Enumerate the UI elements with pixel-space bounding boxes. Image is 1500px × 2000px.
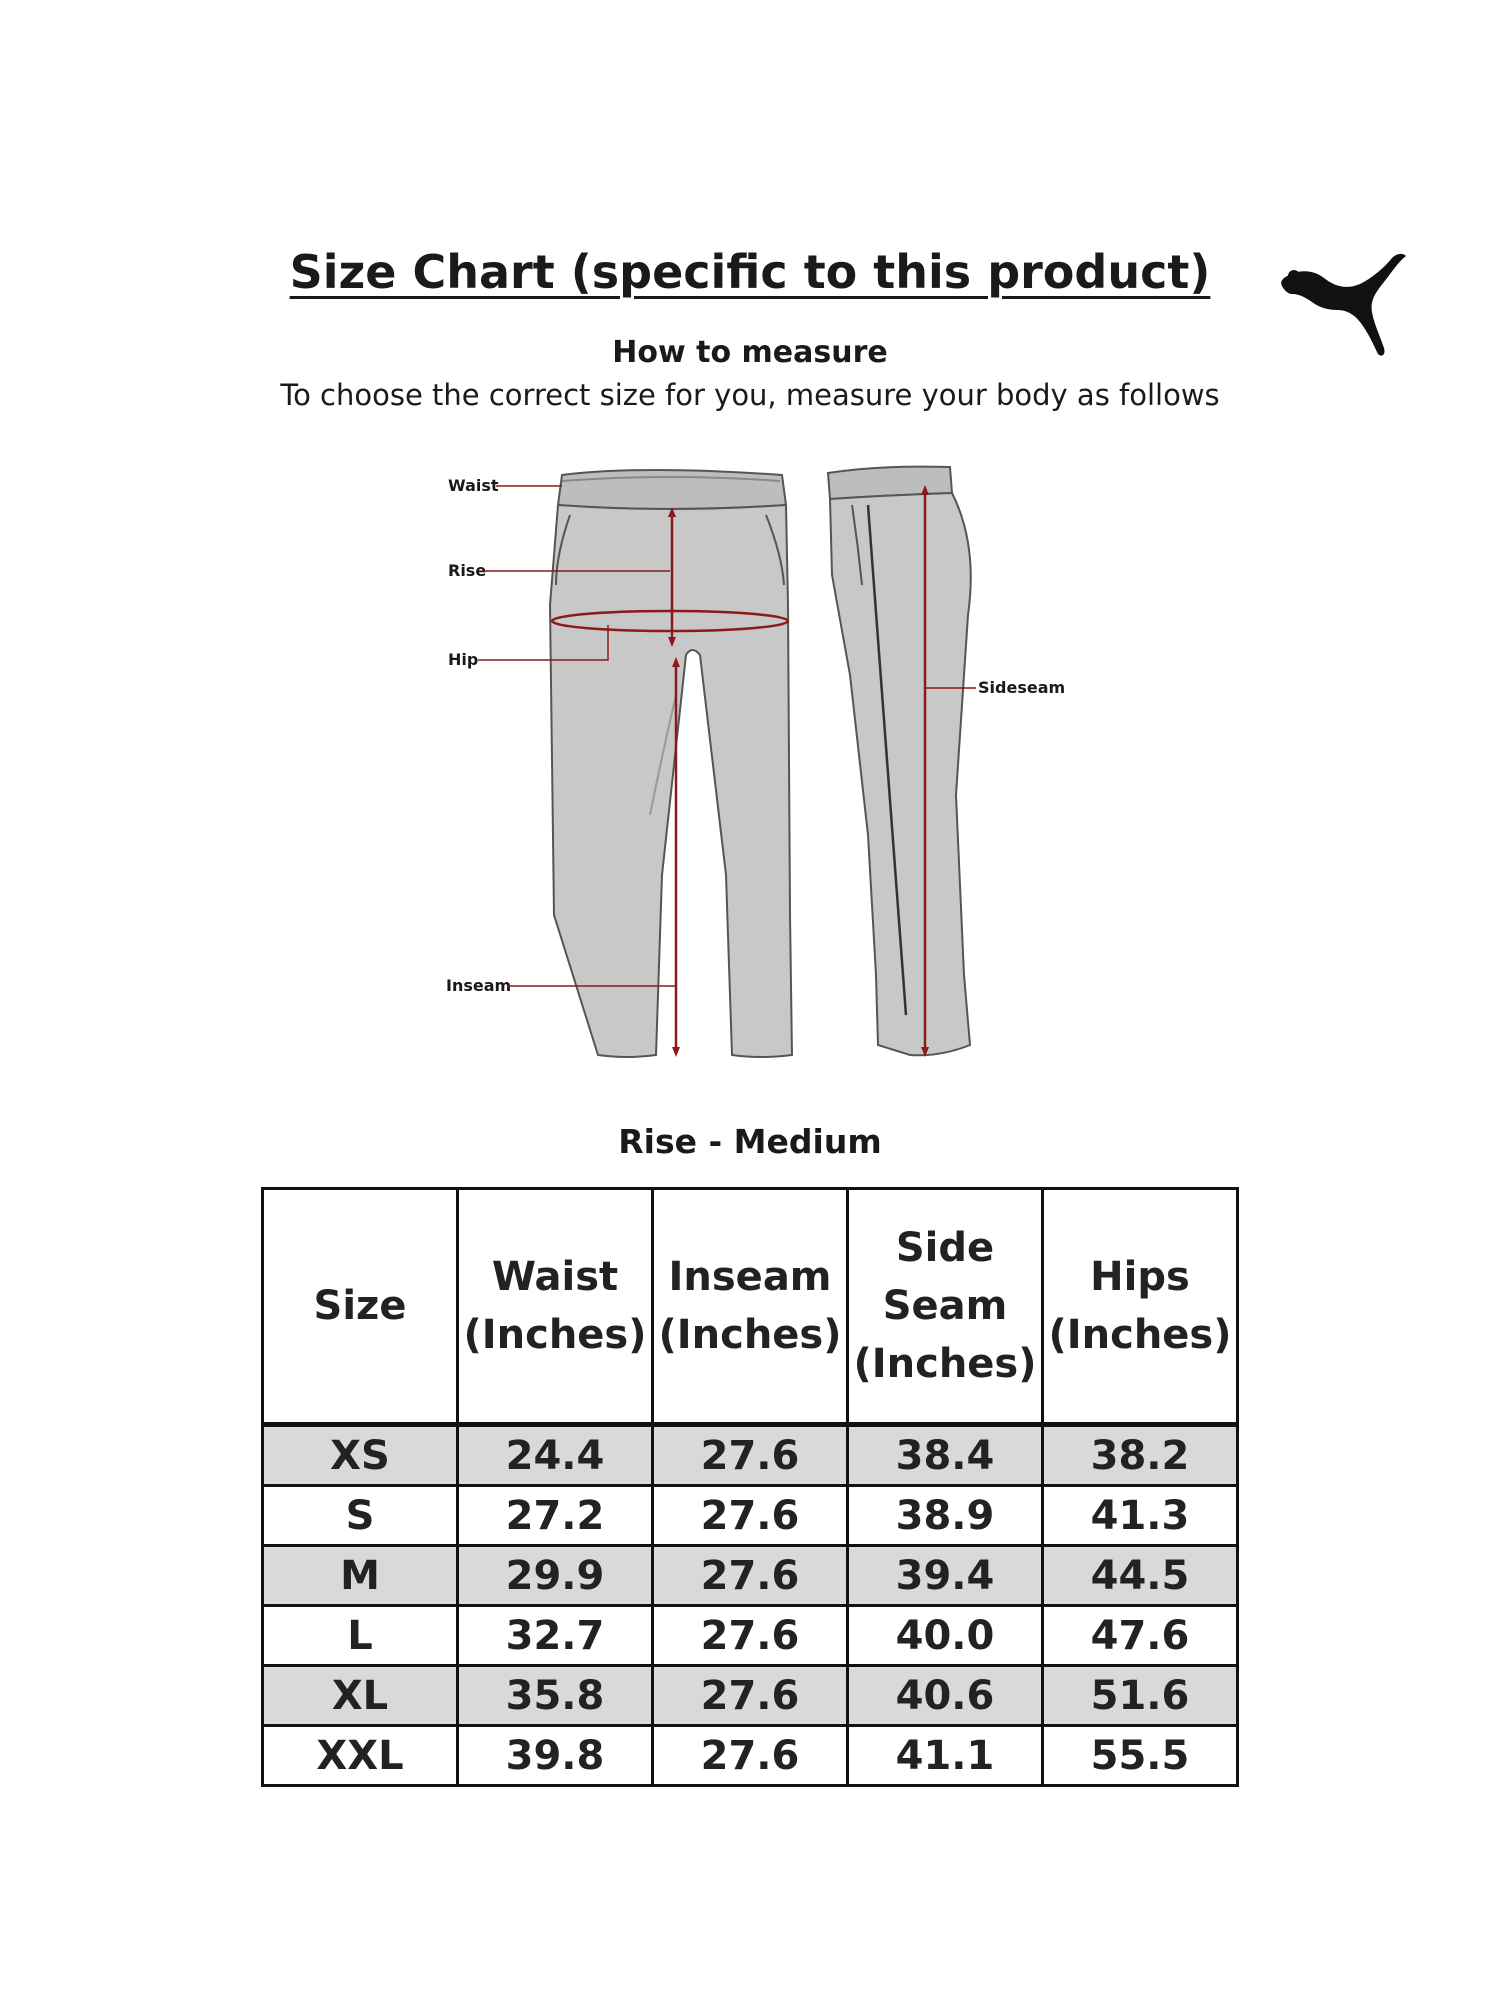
cell-hips: 55.5 <box>1043 1726 1238 1786</box>
how-to-measure-heading: How to measure <box>612 335 888 370</box>
table-row <box>263 1546 1238 1606</box>
cell-waist: 27.2 <box>458 1486 653 1546</box>
table-row <box>263 1666 1238 1726</box>
cell-side-seam: 40.6 <box>848 1666 1043 1726</box>
cell-size: S <box>263 1486 458 1546</box>
cell-size: M <box>263 1546 458 1606</box>
cell-inseam: 27.6 <box>653 1726 848 1786</box>
cell-waist: 29.9 <box>458 1546 653 1606</box>
pants-measurement-diagram <box>430 455 1070 1095</box>
cell-size: XL <box>263 1666 458 1726</box>
cell-hips: 38.2 <box>1043 1425 1238 1486</box>
cell-size: XS <box>263 1425 458 1486</box>
size-chart-table <box>261 1187 1239 1787</box>
rise-caption: Rise - Medium <box>618 1122 882 1161</box>
cell-waist: 35.8 <box>458 1666 653 1726</box>
cell-waist: 32.7 <box>458 1606 653 1666</box>
front-view-pants <box>550 470 792 1057</box>
header-hips: Hips (Inches) <box>1043 1189 1238 1425</box>
label-waist: Waist <box>448 476 499 495</box>
cell-size: XXL <box>263 1726 458 1786</box>
cell-side-seam: 39.4 <box>848 1546 1043 1606</box>
cell-inseam: 27.6 <box>653 1425 848 1486</box>
table-row <box>263 1726 1238 1786</box>
header-inseam: Inseam (Inches) <box>653 1189 848 1425</box>
table-row <box>263 1425 1238 1486</box>
label-rise: Rise <box>448 561 487 580</box>
cell-inseam: 27.6 <box>653 1546 848 1606</box>
cell-hips: 41.3 <box>1043 1486 1238 1546</box>
cell-inseam: 27.6 <box>653 1666 848 1726</box>
cell-size: L <box>263 1606 458 1666</box>
page-title: Size Chart (specific to this product) <box>289 245 1211 299</box>
header-size: Size <box>263 1189 458 1425</box>
cell-waist: 24.4 <box>458 1425 653 1486</box>
table-header-row <box>263 1189 1238 1425</box>
cell-hips: 47.6 <box>1043 1606 1238 1666</box>
label-hip: Hip <box>448 650 479 669</box>
label-sideseam: Sideseam <box>978 678 1066 697</box>
cell-side-seam: 40.0 <box>848 1606 1043 1666</box>
cell-side-seam: 38.9 <box>848 1486 1043 1546</box>
cell-inseam: 27.6 <box>653 1486 848 1546</box>
table-row <box>263 1486 1238 1546</box>
cell-inseam: 27.6 <box>653 1606 848 1666</box>
cell-hips: 51.6 <box>1043 1666 1238 1726</box>
cell-waist: 39.8 <box>458 1726 653 1786</box>
cell-hips: 44.5 <box>1043 1546 1238 1606</box>
header-waist: Waist (Inches) <box>458 1189 653 1425</box>
header-side-seam: Side Seam (Inches) <box>848 1189 1043 1425</box>
cell-side-seam: 41.1 <box>848 1726 1043 1786</box>
label-inseam: Inseam <box>446 976 512 995</box>
table-row <box>263 1606 1238 1666</box>
side-view-pants <box>828 467 971 1057</box>
measure-instruction: To choose the correct size for you, measure your body as follows <box>280 378 1220 412</box>
cell-side-seam: 38.4 <box>848 1425 1043 1486</box>
